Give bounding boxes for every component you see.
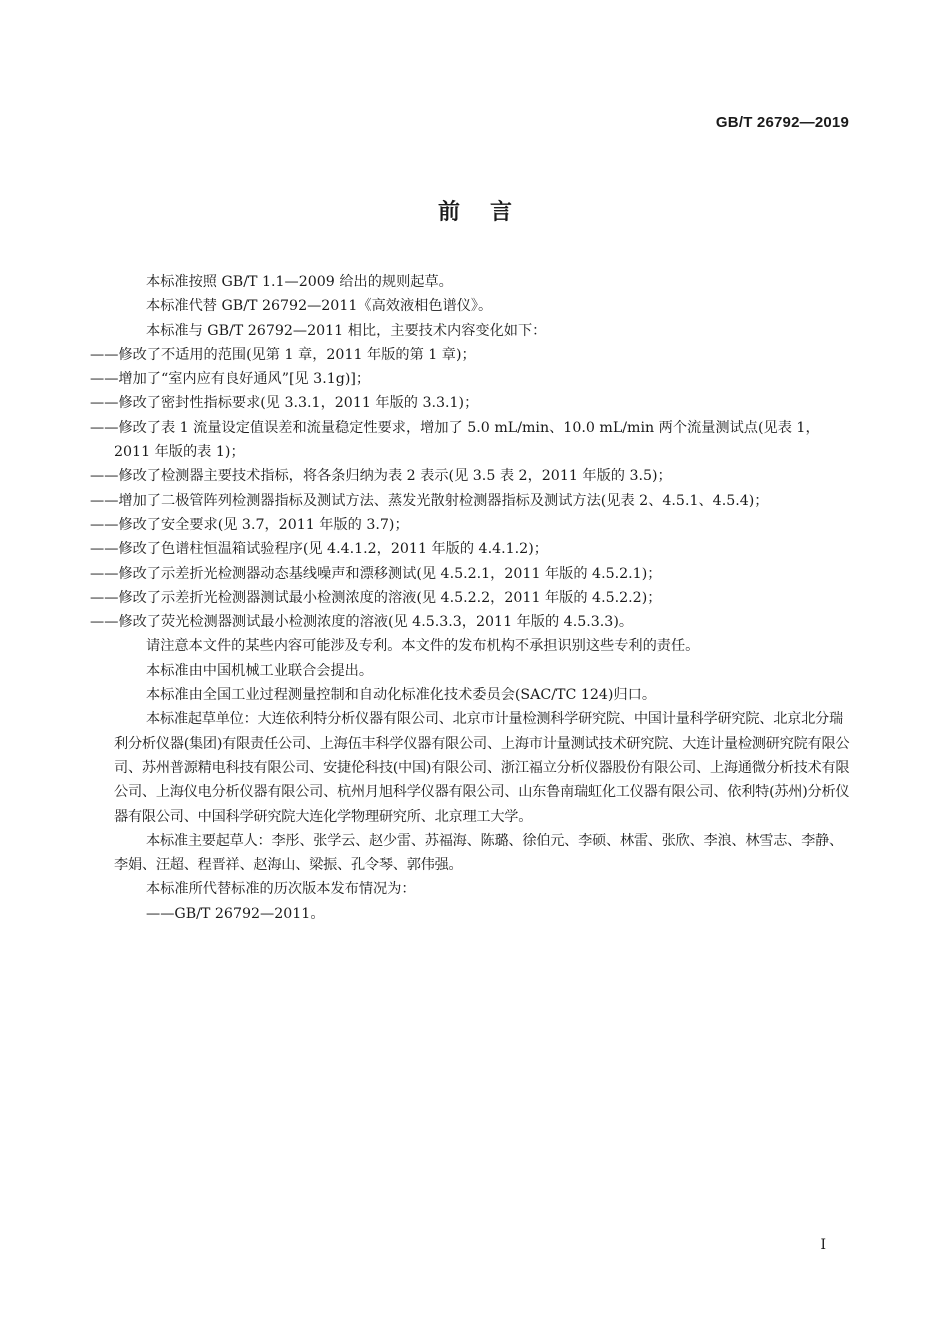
paragraph-proposer: 本标准由中国机械工业联合会提出。 <box>146 662 374 679</box>
paragraph-drafting-units: 本标准起草单位：大连依利特分析仪器有限公司、北京市计量检测科学研究院、中国计量科学研究院、北京北分瑞利分析仪器(集团)有限责任公司、上海伍丰科学仪器有限公司、上海市计量测试技术研究院、大连计量检测研究院有限公司、苏州普源精电科技有限公司、安捷伦科技(中国)有限公司、浙江福立分析仪器股份有限公司、上海通微分析技术有限公司、上海仪电分析仪器有限公司、杭州月旭科学仪器有限公司、山东鲁南瑞虹化工仪器有限公司、依利特(苏州)分析仪器有限公司、中国科学研究院大连化学物理研究所、北京理工大学。 <box>114 711 850 825</box>
page-title: 前言 <box>437 200 542 225</box>
paragraph-drafting-rules: 本标准按照 GB/T 1.1—2009 给出的规则起草。 <box>146 274 453 290</box>
change-item: ——修改了检测器主要技术指标，将各条归纳为表 2 表示(见 3.5 表 2，2011 年版的 3.5)； <box>90 468 672 485</box>
standard-code: GB/T 26792—2019 <box>715 114 849 131</box>
paragraph-replaces: 本标准代替 GB/T 26792—2011《高效液相色谱仪》。 <box>146 298 493 315</box>
change-item: ——修改了荧光检测器测试最小检测浓度的溶液(见 4.5.3.3，2011 年版的 4.5.3.3)。 <box>90 614 634 631</box>
history-item: ——GB/T 26792—2011。 <box>146 905 325 922</box>
change-item: ——修改了示差折光检测器动态基线噪声和漂移测试(见 4.5.2.1，2011 年版的 4.5.2.1)； <box>90 565 662 582</box>
change-item: ——增加了“室内应有良好通风”[见 3.1g)]； <box>90 371 371 388</box>
page-number: I <box>820 1237 826 1253</box>
change-item: ——增加了二极管阵列检测器指标及测试方法、蒸发光散射检测器指标及测试方法(见表 2、4.5.1、4.5.4)； <box>90 492 769 509</box>
change-item: ——修改了表 1 流量设定值误差和流量稳定性要求，增加了 5.0 mL/min、10.0 mL/min 两个流量测试点(见表 1，2011 年版的表 1)； <box>90 419 820 461</box>
paragraph-changes-intro: 本标准与 GB/T 26792—2011 相比，主要技术内容变化如下： <box>146 322 547 339</box>
paragraph-drafters: 本标准主要起草人：李彤、张学云、赵少雷、苏福海、陈璐、徐伯元、李硕、林雷、张欣、李浪、林雪志、李静、李娟、汪超、程晋祥、赵海山、梁振、孔令琴、郭伟强。 <box>114 832 843 874</box>
change-item: ——修改了示差折光检测器测试最小检测浓度的溶液(见 4.5.2.2，2011 年版的 4.5.2.2)； <box>90 589 662 606</box>
change-item: ——修改了安全要求(见 3.7，2011 年版的 3.7)； <box>90 516 409 533</box>
change-item: ——修改了密封性指标要求(见 3.3.1，2011 年版的 3.3.1)； <box>90 395 479 412</box>
foreword-body <box>90 270 850 926</box>
change-item: ——修改了色谱柱恒温箱试验程序(见 4.4.1.2，2011 年版的 4.4.1.2)； <box>90 541 548 558</box>
paragraph-patent-notice: 请注意本文件的某些内容可能涉及专利。本文件的发布机构不承担识别这些专利的责任。 <box>146 638 700 655</box>
change-item: ——修改了不适用的范围(见第 1 章，2011 年版的第 1 章)； <box>90 346 476 363</box>
paragraph-history-intro: 本标准所代替标准的历次版本发布情况为： <box>146 881 416 898</box>
paragraph-technical-committee: 本标准由全国工业过程测量控制和自动化标准化技术委员会(SAC/TC 124)归口。 <box>146 687 657 704</box>
